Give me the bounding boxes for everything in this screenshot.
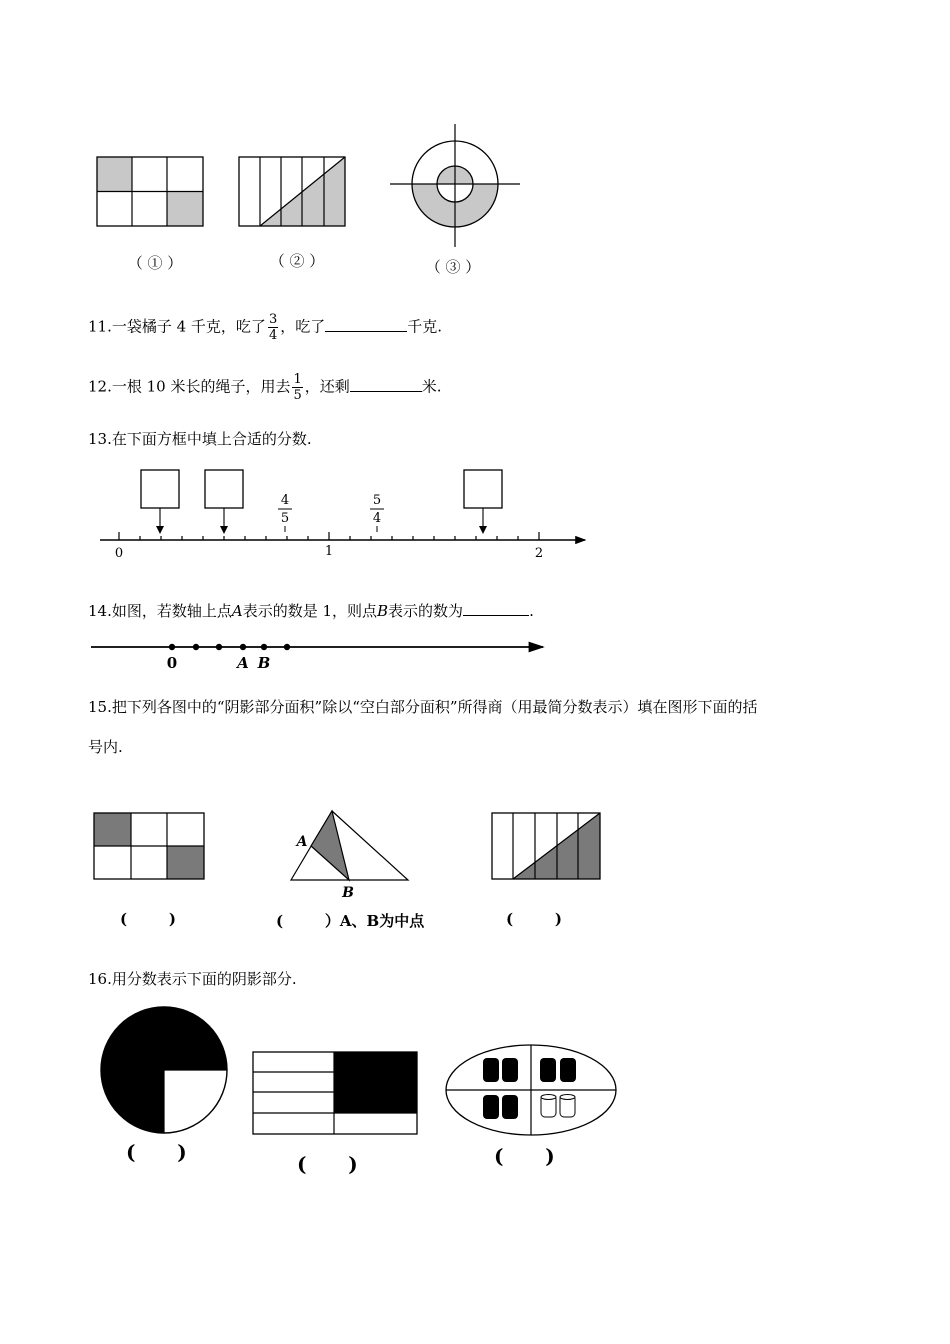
q15-triangle <box>288 805 413 900</box>
q11-prefix: 11.一袋橘子 4 千克，吃了 <box>88 317 266 336</box>
q14-text-b: 表示的数是 1，则点 <box>242 602 378 620</box>
question-12 <box>88 372 442 403</box>
question-13: 13.在下面方框中填上合适的分数. <box>88 430 312 448</box>
q11-frac-num: 3 <box>268 312 278 327</box>
q13-frac1-den: 5 <box>280 511 290 526</box>
fig10-caption-2: （ ② ） <box>269 252 325 270</box>
q15-caption-2: ( ）A、B为中点 <box>276 912 425 930</box>
q12-frac-den: 5 <box>293 388 302 403</box>
q13-tick-1: 1 <box>324 544 334 559</box>
q11-fraction <box>268 312 278 343</box>
q12-prefix: 12.一根 10 米长的绳子，用去 <box>88 377 291 396</box>
q14-label-b: B <box>257 654 271 672</box>
q14-label-0: 0 <box>166 654 178 672</box>
q16-caption-2: ( ) <box>297 1152 358 1176</box>
question-15-line-1: 15.把下列各图中的“阴影部分面积”除以“空白部分面积”所得商（用最简分数表示）填在图形下面的括 <box>88 698 758 716</box>
q12-fraction <box>292 372 302 403</box>
q14-var-a: A <box>231 602 243 620</box>
fig10-striped-rect <box>238 156 348 228</box>
q13-answer-box-2[interactable] <box>205 470 243 508</box>
q15-label-a: A <box>296 834 308 850</box>
q14-answer-blank[interactable] <box>463 615 529 616</box>
q15-label-b: B <box>342 885 354 900</box>
q14-var-b: B <box>377 602 389 620</box>
q12-suffix: 米. <box>421 377 442 396</box>
q11-frac-den: 4 <box>268 328 278 343</box>
q13-answer-box-3[interactable] <box>464 470 502 508</box>
q14-end: . <box>529 602 534 620</box>
q14-text-c: 表示的数为 <box>388 602 464 620</box>
q12-frac-num: 1 <box>293 372 302 387</box>
fig10-caption-3: （ ③ ） <box>425 258 481 276</box>
q13-frac2-num: 5 <box>372 493 382 508</box>
q11-suffix: 千克. <box>407 317 443 336</box>
fig10-grid-rect <box>96 156 206 228</box>
q12-middle: ，还剩 <box>304 377 350 396</box>
question-15-line-2: 号内. <box>88 738 123 756</box>
q15-caption-1: ( ) <box>120 910 176 928</box>
q15-striped-rect <box>491 812 603 882</box>
q13-answer-box-1[interactable] <box>141 470 179 508</box>
q14-text-a: 14.如图，若数轴上点 <box>88 602 232 620</box>
q14-number-line <box>88 635 558 675</box>
fig10-caption-1: （ ① ） <box>127 254 183 272</box>
question-16: 16.用分数表示下面的阴影部分. <box>88 970 297 988</box>
q16-caption-1: ( ) <box>126 1140 187 1164</box>
q13-frac2-den: 4 <box>372 511 382 526</box>
q13-number-line <box>95 462 595 562</box>
q16-circle <box>98 1004 232 1138</box>
q15-caption-3: ( ) <box>506 910 562 928</box>
question-14 <box>88 600 534 621</box>
q16-ellipse-cans <box>444 1042 620 1138</box>
q11-answer-blank[interactable] <box>325 331 407 332</box>
q13-frac1-num: 4 <box>280 493 290 508</box>
fig10-ring-circle <box>385 122 525 252</box>
q16-caption-3: ( ) <box>494 1144 555 1168</box>
question-11 <box>88 312 442 343</box>
q12-answer-blank[interactable] <box>350 391 422 392</box>
q11-middle: ，吃了 <box>280 317 326 336</box>
q16-rect <box>251 1050 419 1136</box>
q14-label-a: A <box>237 654 249 672</box>
q15-grid-rect <box>93 812 207 882</box>
q13-tick-0: 0 <box>114 546 124 561</box>
q13-tick-2: 2 <box>534 546 544 561</box>
